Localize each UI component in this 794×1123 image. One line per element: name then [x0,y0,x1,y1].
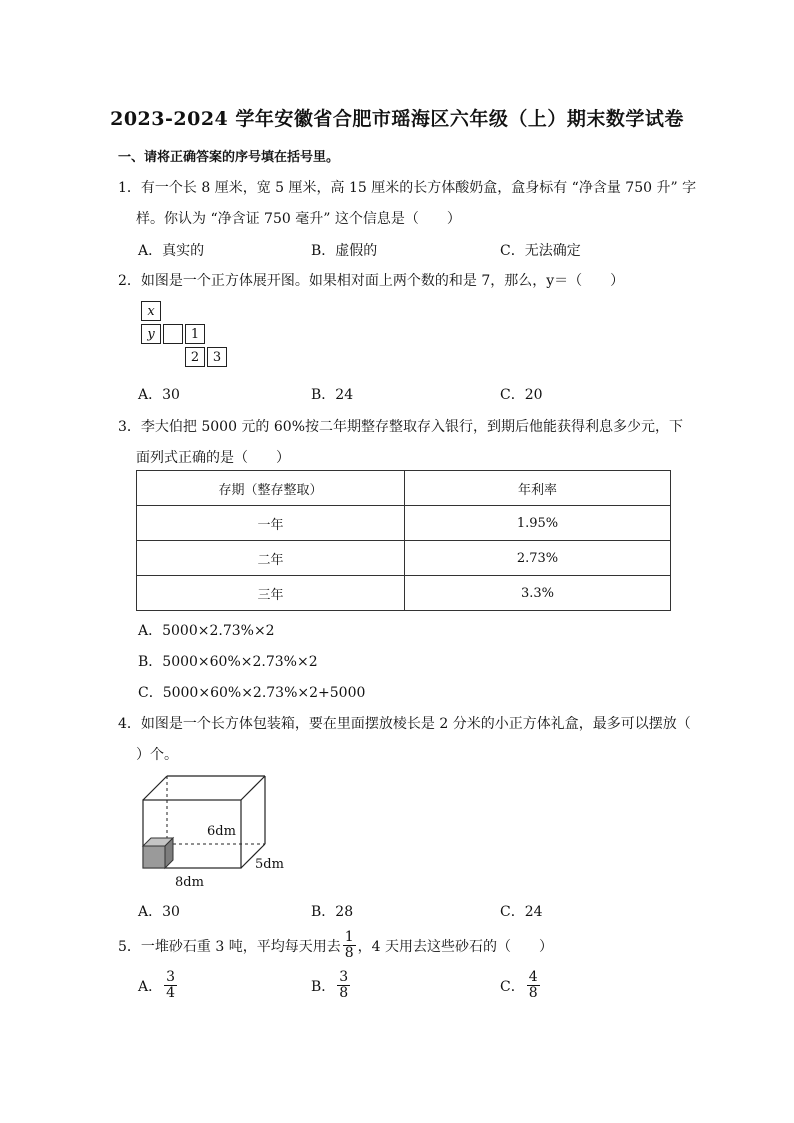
table-row [137,506,671,541]
q3-option-c: C．5000×60%×2.73%×2+5000 [138,685,366,701]
table-cell-term: 二年 [137,541,405,576]
table-cell-rate: 2.73% [405,541,671,576]
q4-option-a: A．30 [138,904,180,920]
option-label: A． [138,978,163,995]
q3-text-line1: 3．李大伯把 5000 元的 60%按二年期整存整取存入银行，到期后他能获得利息多少元，下 [118,419,684,435]
q4-option-c: C．24 [500,904,543,920]
q1-option-a: A．真实的 [138,243,205,259]
table-cell-rate: 3.3% [405,576,671,611]
q2-text-line1: 2．如图是一个正方体展开图。如果相对面上两个数的和是 7，那么，y＝（ ） [118,273,625,289]
table-header-rate: 年利率 [405,471,671,506]
q3-option-a: A．5000×2.73%×2 [138,623,275,639]
table-header-term: 存期（整存整取） [137,471,405,506]
interest-rate-table [136,470,671,611]
option-fraction [337,970,350,1001]
label-width: 5dm [255,857,284,872]
fraction-numerator: 1 [344,929,354,945]
net-cell-blank [163,324,183,344]
net-cell-1: 1 [185,324,205,344]
table-header-row [137,471,671,506]
section-heading: 一、请将正确答案的序号填在括号里。 [118,150,340,165]
fraction-denominator: 8 [339,985,349,1001]
net-cell-2: 2 [185,347,205,367]
fraction-denominator: 8 [344,945,354,961]
q1-text-line1: 1．有一个长 8 厘米，宽 5 厘米，高 15 厘米的长方体酸奶盒，盒身标有 “净含量 750 升” 字 [118,180,697,196]
q1-text-line2: 样。你认为 “净含证 750 毫升” 这个信息是（ ） [136,211,461,227]
q1-option-c: C．无法确定 [500,243,581,259]
page-title: 2023-2024 学年安徽省合肥市瑶海区六年级（上）期末数学试卷 [110,108,684,130]
label-height: 6dm [207,824,236,839]
option-fraction [527,970,540,1001]
option-label: C． [500,978,525,995]
fraction-numerator: 4 [528,969,538,985]
q3-text-line2: 面列式正确的是（ ） [136,450,290,466]
q2-option-c: C．20 [500,387,543,403]
q4-option-b: B．28 [311,904,354,920]
net-cell-x: x [141,301,161,321]
q3-option-b: B．5000×60%×2.73%×2 [138,654,318,670]
table-cell-term: 三年 [137,576,405,611]
net-cell-3: 3 [207,347,227,367]
q5-fraction [343,930,356,961]
table-cell-rate: 1.95% [405,506,671,541]
table-cell-term: 一年 [137,506,405,541]
q2-option-a: A．30 [138,387,180,403]
box-figure [137,768,297,893]
fraction-numerator: 3 [166,969,176,985]
table-row [137,541,671,576]
q5-option-b [311,970,352,1001]
label-length: 8dm [175,875,204,890]
fraction-denominator: 4 [166,985,176,1001]
q4-text-line1: 4．如图是一个长方体包装箱，要在里面摆放棱长是 2 分米的小正方体礼盒，最多可以摆放（ [118,716,691,732]
table-row [137,576,671,611]
fraction-numerator: 3 [339,969,349,985]
net-cell-y: y [141,324,161,344]
q5-option-c [500,970,542,1001]
option-fraction [164,970,177,1001]
q5-option-a [138,970,179,1001]
q4-text-line2: ）个。 [136,747,178,763]
q1-option-b: B．虚假的 [311,243,378,259]
cuboid-diagram [137,768,297,893]
cube-net-figure [141,301,233,371]
q2-option-b: B．24 [311,387,354,403]
q5-text-post: ，4 天用去这些砂石的（ ） [357,938,553,955]
q5-text-pre: 5．一堆砂石重 3 吨，平均每天用去 [118,938,341,955]
fraction-denominator: 8 [528,985,538,1001]
q5-text [118,930,553,961]
option-label: B． [311,978,336,995]
